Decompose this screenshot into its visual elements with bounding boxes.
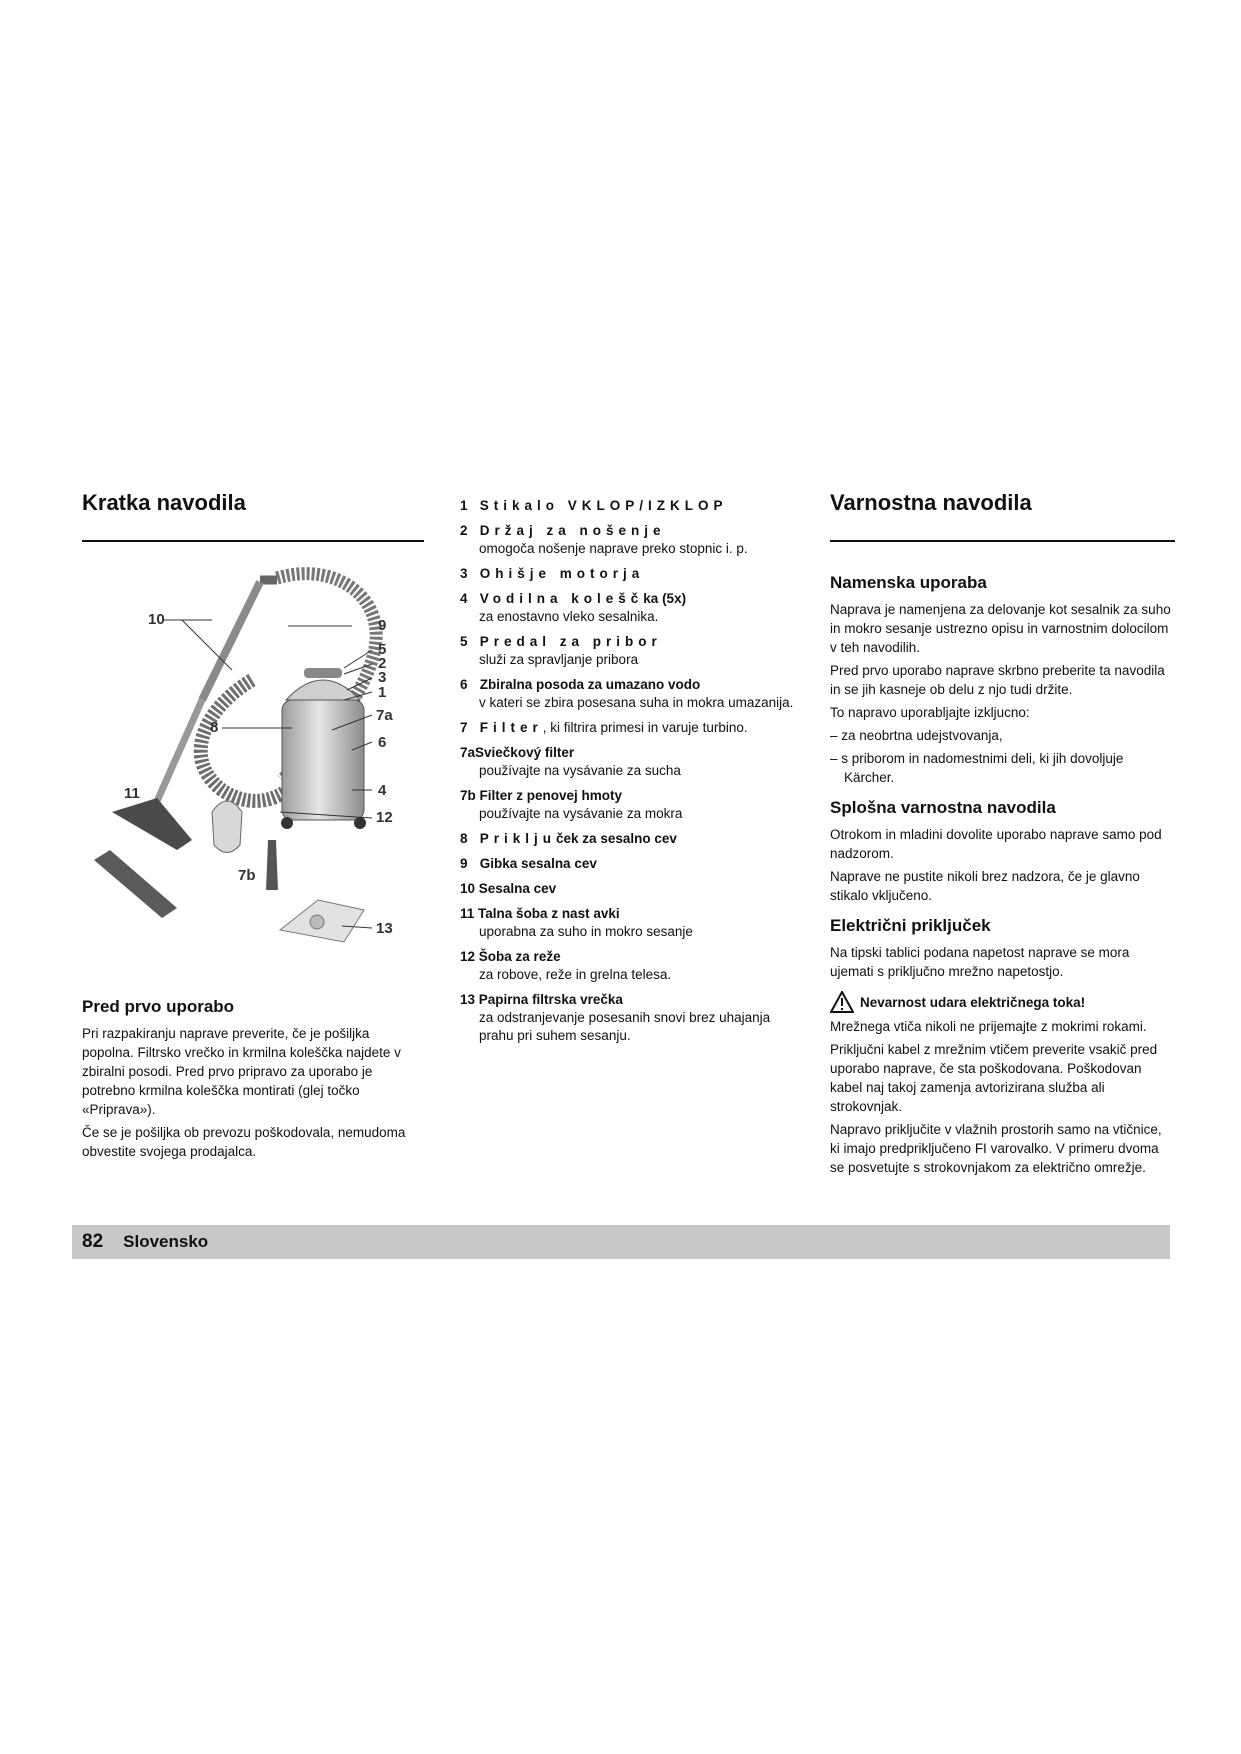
item-number: 10: [460, 881, 476, 896]
item-description: používajte na vysávanie za sucha: [479, 763, 681, 778]
item-number: 12: [460, 949, 476, 964]
left-column: [82, 488, 424, 542]
callout-label-12: 12: [376, 809, 393, 826]
language-label: Slovensko: [123, 1232, 209, 1251]
warning-triangle-icon: [830, 991, 854, 1013]
paragraph: Pred prvo uporabo naprave skrbno preberite ta navodila in se jih kasneje ob delu z njo tudi držite.: [830, 663, 1165, 697]
electric-shock-warning: [830, 991, 1175, 1013]
item-inline-description: , ki filtrira primesi in varuje turbino.: [542, 720, 748, 735]
callout-label-5: 5: [378, 641, 387, 658]
item-number: 4: [460, 591, 468, 606]
item-number: 11: [460, 906, 475, 921]
before-first-use-paragraph: Če se je pošiljka ob prevozu poškodovala, nemudoma obvestite svojega prodajalca.: [82, 1125, 406, 1159]
item-label: Držaj za nošenje: [479, 523, 666, 538]
wheel-shape: [281, 817, 293, 829]
electrical-connection-title: Električni priključek: [830, 916, 991, 935]
item-label: Talna šoba z nast avki: [478, 906, 620, 921]
list-item: [460, 496, 800, 515]
item-description: omogoča nošenje naprave preko stopnic i. p.: [479, 541, 748, 556]
callout-label-2: 2: [378, 655, 387, 672]
item-label: Sviečkový filter: [475, 745, 575, 760]
list-item: [460, 589, 800, 626]
callout-label-11: 11: [124, 785, 140, 802]
item-number: 7: [460, 720, 468, 735]
before-first-use-title: Pred prvo uporabo: [82, 997, 235, 1016]
general-safety-title: Splošna varnostna navodila: [830, 798, 1056, 817]
list-item: [460, 879, 800, 898]
paragraph: Naprave ne pustite nikoli brez nadzora, če je glavno stikalo vključeno.: [830, 869, 1140, 903]
item-label: Filter: [479, 720, 543, 735]
item-number: 6: [460, 677, 468, 692]
paragraph: Naprava je namenjena za delovanje kot sesalnik za suho in mokro sesanje ustrezno opisu in varnostnim dolocilom v teh navodilih.: [830, 602, 1171, 655]
item-description: za robove, reže in grelna telesa.: [479, 967, 672, 982]
item-label: Šoba za reže: [478, 949, 561, 964]
callout-label-7a: 7a: [376, 707, 393, 724]
paragraph: Otrokom in mladini dovolite uporabo naprave samo pod nadzorom.: [830, 827, 1162, 861]
item-description: uporabna za suho in mokro sesanje: [479, 924, 693, 939]
callout-label-10: 10: [148, 611, 165, 628]
item-number: 7a: [460, 745, 476, 760]
crevice-nozzle-shape: [266, 840, 278, 890]
item-label: Stikalo VKLOP/IZKLOP: [479, 498, 728, 513]
title-rule: [830, 540, 1175, 542]
item-number: 8: [460, 831, 468, 846]
list-item: [460, 854, 800, 873]
item-description: v kateri se zbira posesana suha in mokra umazanija.: [479, 695, 794, 710]
item-number: 13: [460, 992, 476, 1007]
carry-handle-shape: [304, 668, 342, 678]
list-item: [460, 521, 800, 558]
callout-label-9: 9: [378, 617, 387, 634]
list-item: – s priborom in nadomestnimi deli, ki jih dovoljuje Kärcher.: [830, 749, 1175, 787]
item-description: za enostavno vleko sesalnika.: [479, 609, 659, 624]
paragraph: Mrežnega vtiča nikoli ne prijemajte z mokrimi rokami.: [830, 1019, 1147, 1034]
list-item: [460, 564, 800, 583]
paragraph: Napravo priključite v vlažnih prostorih samo na vtičnice, ki imajo predpriključeno FI varovalko. V primeru dvoma se posvetujte s strokovnjakom za električno omrežje.: [830, 1122, 1162, 1175]
item-label: Predal za pribor: [479, 634, 662, 649]
callout-label-1: 1: [378, 684, 387, 701]
item-label: Vodilna kolešč: [479, 591, 644, 606]
item-label: Priklju: [479, 831, 557, 846]
vacuum-cleaner-illustration: [82, 550, 424, 980]
vacuum-figure-svg: [82, 550, 424, 980]
title-rule: [82, 540, 424, 542]
list-item: [460, 829, 800, 848]
cartridge-filter-shape: [212, 801, 242, 853]
item-number: 9: [460, 856, 468, 871]
intended-use-section: [830, 572, 1175, 787]
before-first-use-section: [82, 996, 424, 1165]
item-number: 1: [460, 498, 468, 513]
list-item: [460, 947, 800, 984]
list-item: [460, 632, 800, 669]
intended-use-title: Namenska uporaba: [830, 573, 987, 592]
before-first-use-paragraph: Pri razpakiranju naprave preverite, če je pošiljka popolna. Filtrsko vrečko in krmilna koleščka najdete v zbiralni posodi. Pred prvo pripravo za uporabo je potrebno krmilna koleščka montirati (glej točko «Priprava»).: [82, 1026, 401, 1117]
item-label-tail: ka (5x): [643, 591, 687, 606]
section-title-varnostna: Varnostna navodila: [830, 490, 1032, 515]
list-item: [460, 675, 800, 712]
electrical-connection-section: [830, 915, 1175, 1177]
list-item: [460, 786, 800, 823]
item-description: služi za spravljanje pribora: [479, 652, 639, 667]
nozzle-insert-shape: [94, 850, 177, 918]
item-description: používajte na vysávanie za mokra: [479, 806, 683, 821]
general-safety-section: [830, 797, 1175, 905]
paragraph: To napravo uporabljajte izkljucno:: [830, 705, 1030, 720]
page-number: 82: [82, 1231, 104, 1252]
callout-label-6: 6: [378, 734, 387, 751]
list-item: [460, 990, 800, 1045]
item-label: Papirna filtrska vrečka: [478, 992, 623, 1007]
callout-label-7b: 7b: [238, 867, 256, 884]
floor-nozzle-shape: [112, 798, 192, 850]
item-label: Filter z penovej hmoty: [479, 788, 623, 803]
item-number: 2: [460, 523, 468, 538]
wheel-shape: [354, 817, 366, 829]
item-label: Zbiralna posoda za umazano vodo: [479, 677, 701, 692]
item-label: Sesalna cev: [478, 881, 557, 896]
item-number: 5: [460, 634, 468, 649]
motor-housing-shape: [286, 680, 360, 700]
callout-label-3: 3: [378, 669, 387, 686]
paragraph: Priključni kabel z mrežnim vtičem preverite vsakič pred uporabo naprave, če sta poškodovana. Poškodovan kabel naj takoj zamenja avtorizirana služba ali strokovnjak.: [830, 1042, 1158, 1114]
suction-tube-lower-shape: [154, 700, 202, 808]
parts-list: [460, 496, 800, 1051]
right-column: [830, 488, 1175, 1181]
item-label: Gibka sesalna cev: [479, 856, 597, 871]
callout-label-13: 13: [376, 920, 393, 937]
callout-label-4: 4: [378, 782, 387, 799]
warning-text: Nevarnost udara električnega toka!: [860, 994, 1086, 1010]
list-item: [460, 743, 800, 780]
item-label-tail: ček za sesalno cev: [556, 831, 677, 846]
list-item: [460, 904, 800, 941]
item-description: za odstranjevanje posesanih snovi brez uhajanja prahu pri suhem sesanju.: [479, 1010, 771, 1043]
paragraph: Na tipski tablici podana napetost naprave se mora ujemati s priključno mrežno napetostjo.: [830, 945, 1130, 979]
callout-label-8: 8: [210, 719, 219, 736]
usage-list: [830, 726, 1175, 787]
list-item: – za neobrtna udejstvovanja,: [830, 726, 1175, 745]
section-title-kratka: Kratka navodila: [82, 490, 246, 515]
item-number: 3: [460, 566, 468, 581]
item-label: Ohišje motorja: [479, 566, 645, 581]
filter-bag-hole-shape: [310, 915, 324, 929]
item-number: 7b: [460, 788, 476, 803]
tank-shape: [282, 700, 364, 820]
list-item: [460, 718, 800, 737]
page-footer: [72, 1225, 1170, 1259]
